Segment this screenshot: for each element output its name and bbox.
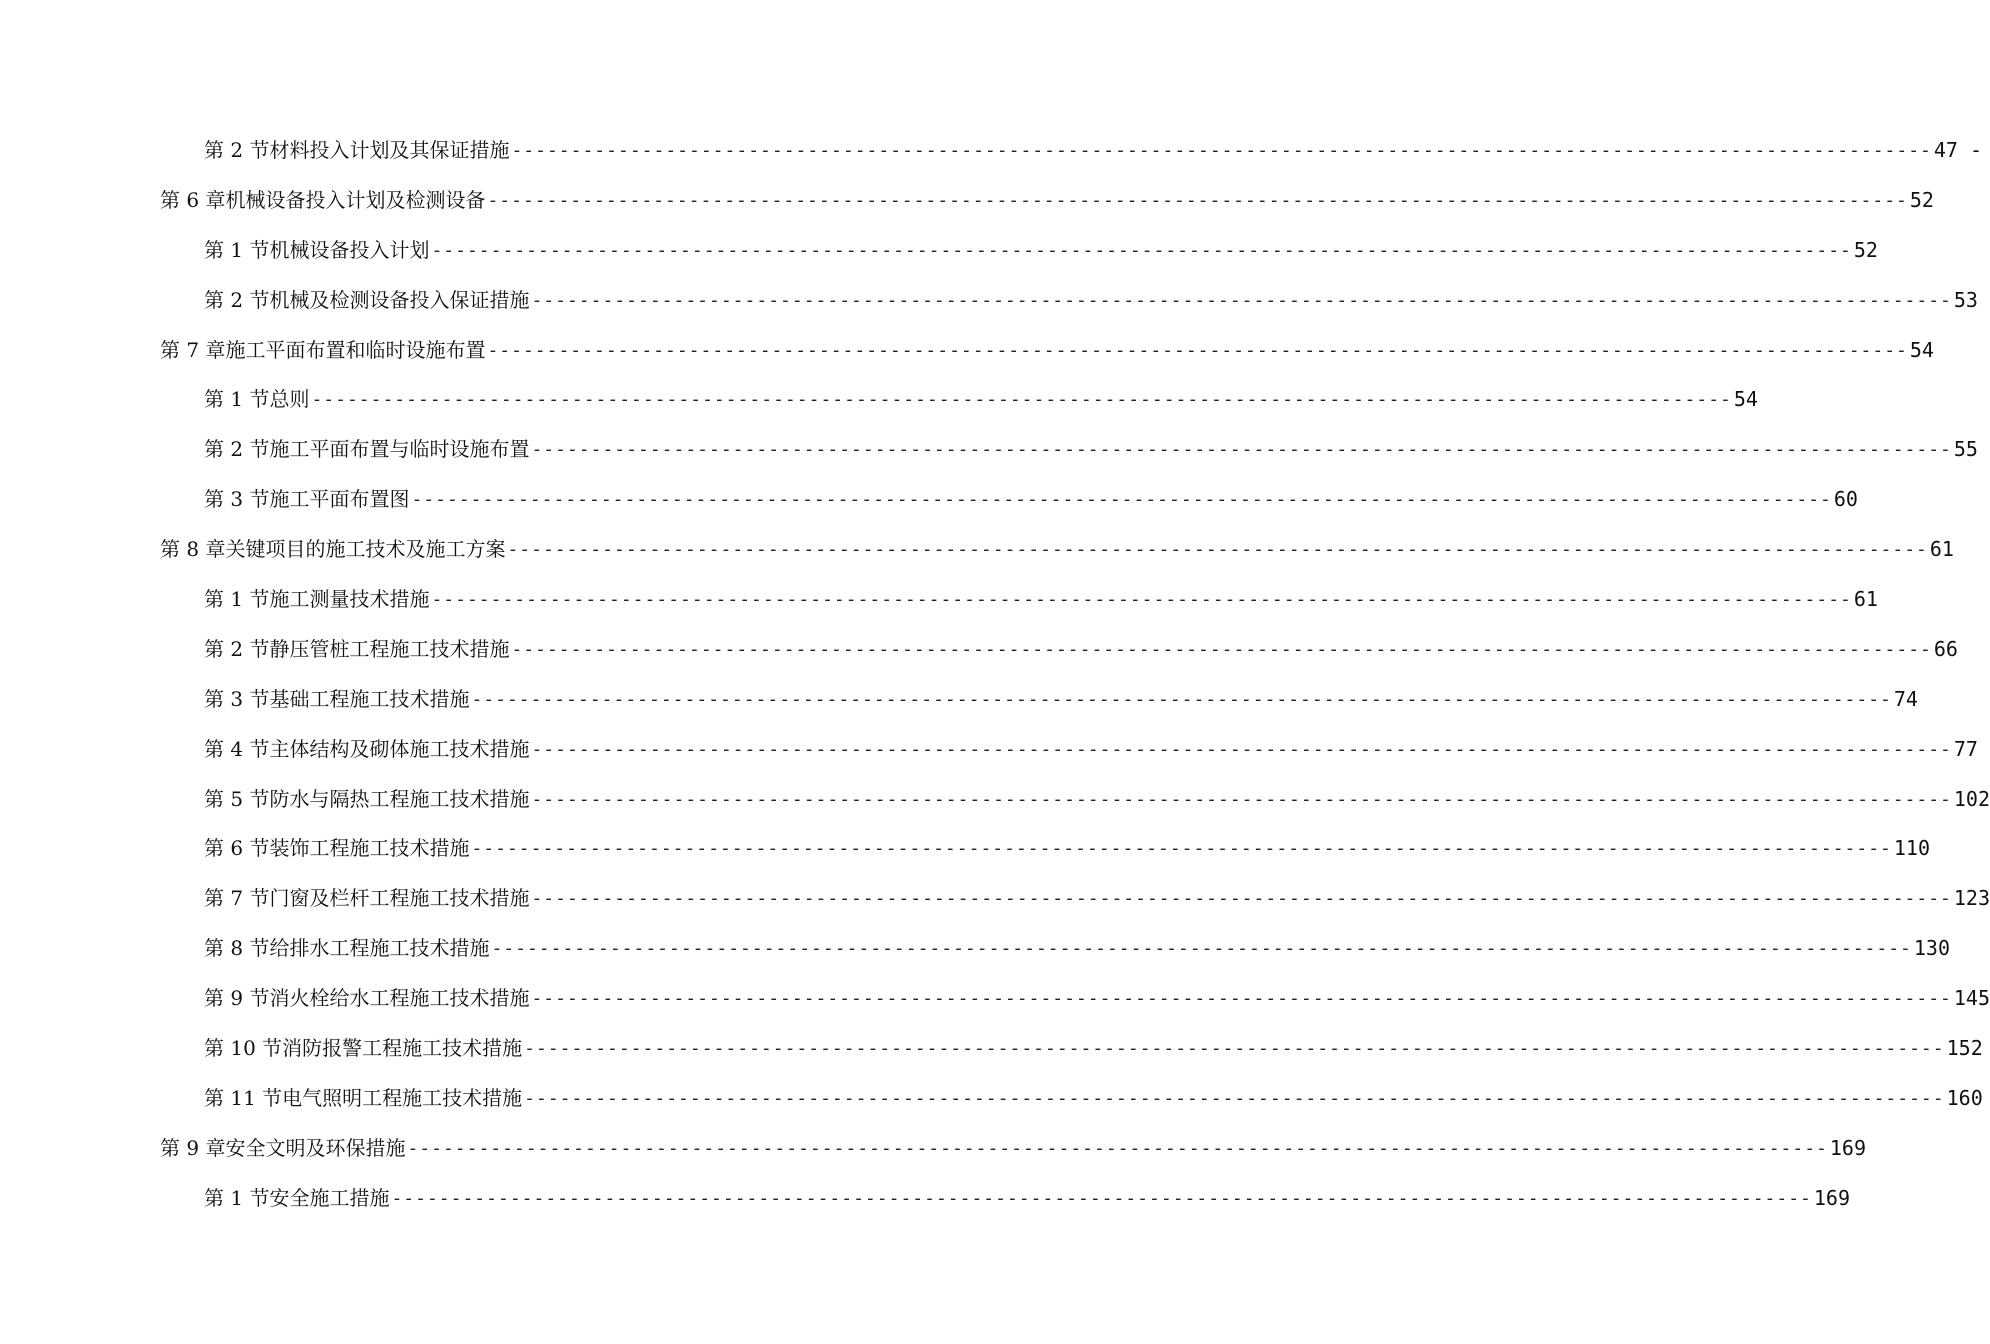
toc-leader: ------------------------------------------------------------------------------------------------------------------------ <box>431 239 1852 261</box>
toc-entry[interactable] <box>0 276 1978 326</box>
toc-entry-label: 第 1 节 <box>204 1185 270 1210</box>
toc-entry[interactable] <box>0 326 1934 376</box>
toc-entry-page: 61 <box>1929 537 1954 562</box>
toc-entry-page: 66 <box>1933 636 1958 661</box>
toc-entry-label: 第 2 节 <box>204 287 270 312</box>
toc-entry-page: 169 <box>1829 1135 1867 1160</box>
toc-entry[interactable] <box>0 525 1954 575</box>
toc-leader: ------------------------------------------------------------------------------------------------------------------------ <box>531 788 1952 810</box>
toc-entry-page: 55 <box>1953 437 1978 462</box>
toc-entry-label: 第 3 节 <box>204 686 270 711</box>
toc-entry-title: 主体结构及砌体施工技术措施 <box>269 736 530 761</box>
toc-entry-label: 第 10 节 <box>204 1036 283 1061</box>
toc-leader: ------------------------------------------------------------------------------------------------------------------------ <box>531 439 1952 461</box>
toc-leader: ------------------------------------------------------------------------------------------------------------------------ <box>511 638 1932 660</box>
toc-entry-label: 第 8 章 <box>160 537 226 562</box>
toc-leader: ------------------------------------------------------------------------------------------------------------------------ <box>487 339 1908 361</box>
toc-entry[interactable] <box>0 924 1951 974</box>
toc-entry-title: 装饰工程施工技术措施 <box>269 836 470 861</box>
toc-entry-title: 施工测量技术措施 <box>269 587 430 612</box>
toc-leader: ------------------------------------------------------------------------------------------------------------------------ <box>311 389 1732 411</box>
toc-entry-label: 第 2 节 <box>204 138 270 162</box>
toc-entry-page: 52 <box>1909 187 1934 212</box>
toc-entry[interactable] <box>0 176 1934 226</box>
toc-entry-title: 门窗及栏杆工程施工技术措施 <box>269 886 530 911</box>
toc-entry-label: 第 2 节 <box>204 636 270 661</box>
toc-leader: ------------------------------------------------------------------------------------------------------------------------ <box>471 838 1892 860</box>
toc-leader: ------------------------------------------------------------------------------------------------------------------------ <box>471 688 1892 710</box>
toc-entry-title: 施工平面布置图 <box>269 487 410 512</box>
toc-entry[interactable] <box>0 226 1878 276</box>
toc-leader: ------------------------------------------------------------------------------------------------------------------------ <box>531 988 1952 1010</box>
toc-entry-page: 169 <box>1813 1185 1851 1210</box>
toc-entry-page: 102 <box>1953 786 1990 811</box>
toc-entry-page: 61 <box>1853 587 1878 612</box>
toc-entry-label: 第 3 节 <box>204 487 270 512</box>
toc-entry-title: 消防报警工程施工技术措施 <box>282 1036 523 1061</box>
toc-entry-page: 47 - <box>1933 138 1983 162</box>
toc-entry-page: 110 <box>1893 836 1931 861</box>
toc-entry-title: 机械设备投入计划及检测设备 <box>225 187 486 212</box>
toc-entry-label: 第 2 节 <box>204 437 270 462</box>
toc-entry[interactable] <box>0 625 1958 675</box>
toc-entry[interactable] <box>0 1174 1851 1224</box>
toc-entry-label: 第 9 章 <box>160 1135 226 1160</box>
toc-entry-title: 静压管桩工程施工技术措施 <box>269 636 510 661</box>
toc-entry-title: 施工平面布置与临时设施布置 <box>269 437 530 462</box>
toc-entry[interactable] <box>0 874 1990 924</box>
toc-entry-label: 第 1 节 <box>204 587 270 612</box>
toc-entry-page: 74 <box>1893 686 1918 711</box>
toc-entry[interactable] <box>0 1024 1983 1074</box>
toc-entry[interactable] <box>0 824 1931 874</box>
toc-entry-title: 基础工程施工技术措施 <box>269 686 470 711</box>
toc-leader: ------------------------------------------------------------------------------------------------------------------------ <box>507 539 1928 561</box>
toc-entry[interactable] <box>0 775 1990 825</box>
toc-entry-title: 总则 <box>269 387 310 412</box>
toc-entry-title: 施工平面布置和临时设施布置 <box>225 337 486 362</box>
toc-entry-label: 第 11 节 <box>204 1085 283 1110</box>
toc-entry-title: 材料投入计划及其保证措施 <box>269 138 510 162</box>
toc-entry-label: 第 1 节 <box>204 237 270 262</box>
toc-entry[interactable] <box>0 1074 1983 1124</box>
toc-entry[interactable] <box>0 475 1858 525</box>
toc-entry-label: 第 9 节 <box>204 986 270 1011</box>
toc-leader: ------------------------------------------------------------------------------------------------------------------------ <box>524 1087 1945 1109</box>
toc-leader: ------------------------------------------------------------------------------------------------------------------------ <box>531 738 1952 760</box>
toc-entry[interactable] <box>0 725 1978 775</box>
toc-entry-label: 第 7 章 <box>160 337 226 362</box>
toc-leader: ------------------------------------------------------------------------------------------------------------------------ <box>531 289 1952 311</box>
toc-entry-page: 60 <box>1833 487 1858 512</box>
toc-entry-page: 54 <box>1909 337 1934 362</box>
toc-leader: ------------------------------------------------------------------------------------------------------------------------ <box>487 189 1908 211</box>
toc-entry-page: 145 <box>1953 986 1990 1011</box>
toc-entry-page: 53 <box>1953 287 1978 312</box>
toc-entry-label: 第 8 节 <box>204 936 270 961</box>
toc-leader: ------------------------------------------------------------------------------------------------------------------------ <box>391 1187 1812 1209</box>
toc-entry-page: 123 <box>1953 886 1990 911</box>
toc-leader: ------------------------------------------------------------------------------------------------------------------------ <box>431 589 1852 611</box>
toc-leader: ------------------------------------------------------------------------------------------------------------------------ <box>531 888 1952 910</box>
toc-entry-label: 第 5 节 <box>204 786 270 811</box>
toc-entry-title: 机械设备投入计划 <box>269 237 430 262</box>
toc-entry-title: 消火栓给水工程施工技术措施 <box>269 986 530 1011</box>
toc-entry-label: 第 6 节 <box>204 836 270 861</box>
toc-entry-title: 给排水工程施工技术措施 <box>269 936 490 961</box>
toc-entry-title: 关键项目的施工技术及施工方案 <box>225 537 506 562</box>
toc-entry-title: 电气照明工程施工技术措施 <box>282 1085 523 1110</box>
toc-leader: ------------------------------------------------------------------------------------------------------------------------ <box>524 1038 1945 1060</box>
toc-entry[interactable] <box>0 425 1978 475</box>
toc-entry-label: 第 6 章 <box>160 187 226 212</box>
toc-entry[interactable] <box>0 1124 1867 1174</box>
toc-entry[interactable] <box>0 575 1878 625</box>
toc-entry[interactable] <box>0 675 1918 725</box>
toc-entry-page: 160 <box>1946 1085 1983 1110</box>
toc-entry-label: 第 1 节 <box>204 387 270 412</box>
toc-entry-label: 第 7 节 <box>204 886 270 911</box>
table-of-contents <box>0 126 1990 1224</box>
toc-entry-page: 152 <box>1946 1036 1983 1061</box>
toc-entry-page: 77 <box>1953 736 1978 761</box>
toc-entry-page: 52 <box>1853 237 1878 262</box>
toc-entry-title: 防水与隔热工程施工技术措施 <box>269 786 530 811</box>
toc-entry-page: 130 <box>1913 936 1951 961</box>
toc-leader: ------------------------------------------------------------------------------------------------------------------------ <box>411 489 1832 511</box>
toc-entry-title: 安全施工措施 <box>269 1185 390 1210</box>
toc-entry-label: 第 4 节 <box>204 736 270 761</box>
toc-entry-page: 54 <box>1733 387 1758 412</box>
toc-leader: ------------------------------------------------------------------------------------------------------------------------ <box>511 140 1932 161</box>
toc-leader: ------------------------------------------------------------------------------------------------------------------------ <box>491 938 1912 960</box>
toc-entry-title: 安全文明及环保措施 <box>225 1135 406 1160</box>
toc-entry-title: 机械及检测设备投入保证措施 <box>269 287 530 312</box>
toc-entry[interactable] <box>0 126 1983 176</box>
toc-leader: ------------------------------------------------------------------------------------------------------------------------ <box>407 1137 1828 1159</box>
toc-entry[interactable] <box>0 974 1990 1024</box>
toc-entry[interactable] <box>0 375 1758 425</box>
